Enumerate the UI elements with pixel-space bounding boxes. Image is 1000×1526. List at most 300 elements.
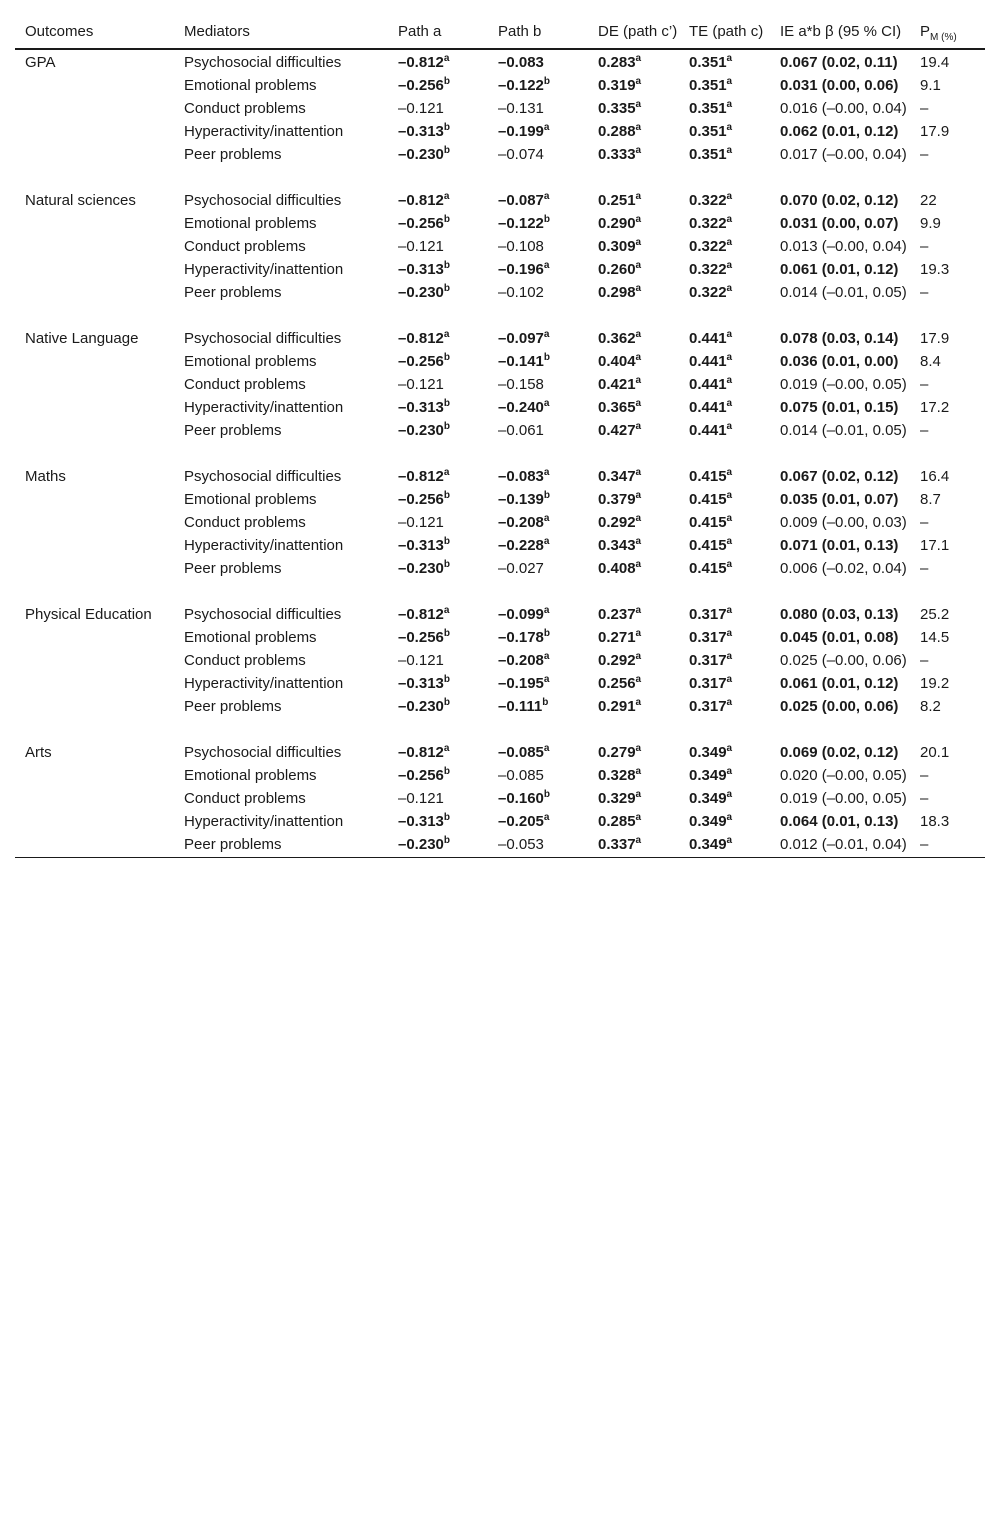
mediator-cell: Conduct problems bbox=[184, 652, 306, 669]
outcome-cell bbox=[15, 420, 174, 464]
path-b-cell bbox=[488, 765, 588, 788]
direct-effect-cell-value: 0.309 bbox=[598, 238, 636, 255]
outcome-cell: Arts bbox=[25, 744, 52, 761]
path-a-cell bbox=[388, 259, 488, 282]
path-a-cell-value: –0.256 bbox=[398, 353, 444, 370]
path-b-cell bbox=[488, 144, 588, 188]
path-b-cell-significance-marker: a bbox=[543, 674, 550, 685]
header-outcomes: Outcomes bbox=[25, 23, 94, 40]
direct-effect-cell bbox=[588, 121, 679, 144]
table-row bbox=[15, 602, 985, 627]
path-a-cell-value: –0.812 bbox=[398, 192, 444, 209]
total-effect-cell-significance-marker: a bbox=[726, 605, 733, 616]
mediator-cell: Emotional problems bbox=[184, 767, 317, 784]
indirect-effect-cell: 0.012 (–0.01, 0.04) bbox=[780, 836, 907, 853]
path-b-cell-value: –0.099 bbox=[498, 606, 544, 623]
total-effect-cell-significance-marker: a bbox=[726, 329, 733, 340]
path-a-cell-value: –0.121 bbox=[398, 514, 444, 531]
path-b-cell-significance-marker: b bbox=[543, 352, 550, 363]
table-row bbox=[15, 673, 985, 696]
direct-effect-cell bbox=[588, 75, 679, 98]
path-a-cell-significance-marker: b bbox=[443, 812, 450, 823]
path-a-cell-significance-marker: a bbox=[443, 605, 450, 616]
outcome-cell bbox=[15, 75, 174, 98]
table-row bbox=[15, 535, 985, 558]
total-effect-cell-value: 0.317 bbox=[689, 629, 727, 646]
outcome-cell: GPA bbox=[25, 54, 56, 71]
path-a-cell bbox=[388, 121, 488, 144]
indirect-effect-cell: 0.080 (0.03, 0.13) bbox=[780, 606, 899, 623]
indirect-effect-cell: 0.075 (0.01, 0.15) bbox=[780, 399, 899, 416]
header-mediators: Mediators bbox=[184, 23, 250, 40]
path-a-cell-significance-marker: b bbox=[443, 766, 450, 777]
table-header bbox=[15, 12, 985, 49]
total-effect-cell-value: 0.415 bbox=[689, 514, 727, 531]
direct-effect-cell-significance-marker: a bbox=[635, 421, 642, 432]
direct-effect-cell bbox=[588, 512, 679, 535]
direct-effect-cell bbox=[588, 788, 679, 811]
direct-effect-cell-value: 0.329 bbox=[598, 790, 636, 807]
outcome-cell bbox=[15, 397, 174, 420]
direct-effect-cell-significance-marker: a bbox=[635, 789, 642, 800]
path-b-cell bbox=[488, 788, 588, 811]
mediator-cell: Peer problems bbox=[184, 146, 282, 163]
path-b-cell-value: –0.195 bbox=[498, 675, 544, 692]
direct-effect-cell-significance-marker: a bbox=[635, 490, 642, 501]
path-a-cell bbox=[388, 512, 488, 535]
path-b-cell bbox=[488, 673, 588, 696]
path-a-cell bbox=[388, 144, 488, 188]
total-effect-cell-value: 0.441 bbox=[689, 422, 727, 439]
total-effect-cell-value: 0.351 bbox=[689, 54, 727, 71]
indirect-effect-cell: 0.071 (0.01, 0.13) bbox=[780, 537, 899, 554]
path-a-cell bbox=[388, 326, 488, 351]
path-b-cell-value: –0.061 bbox=[498, 422, 544, 439]
proportion-mediated-cell: – bbox=[920, 836, 929, 853]
path-a-cell-significance-marker: b bbox=[443, 398, 450, 409]
indirect-effect-cell: 0.016 (–0.00, 0.04) bbox=[780, 100, 907, 117]
direct-effect-cell-significance-marker: a bbox=[635, 812, 642, 823]
total-effect-cell-value: 0.415 bbox=[689, 491, 727, 508]
path-b-cell bbox=[488, 236, 588, 259]
path-b-cell-value: –0.108 bbox=[498, 238, 544, 255]
total-effect-cell-significance-marker: a bbox=[726, 352, 733, 363]
path-b-cell-significance-marker: a bbox=[543, 398, 550, 409]
total-effect-cell bbox=[679, 326, 770, 351]
total-effect-cell bbox=[679, 489, 770, 512]
path-a-cell-significance-marker: b bbox=[443, 283, 450, 294]
direct-effect-cell-value: 0.291 bbox=[598, 698, 636, 715]
total-effect-cell bbox=[679, 420, 770, 464]
path-b-cell-significance-marker: a bbox=[543, 122, 550, 133]
table-row bbox=[15, 464, 985, 489]
direct-effect-cell bbox=[588, 188, 679, 213]
path-b-cell-value: –0.228 bbox=[498, 537, 544, 554]
table-row bbox=[15, 326, 985, 351]
path-b-cell bbox=[488, 326, 588, 351]
total-effect-cell-value: 0.322 bbox=[689, 284, 727, 301]
total-effect-cell bbox=[679, 535, 770, 558]
path-a-cell-significance-marker: b bbox=[443, 260, 450, 271]
total-effect-cell-significance-marker: a bbox=[726, 398, 733, 409]
mediator-cell: Hyperactivity/inattention bbox=[184, 261, 344, 278]
direct-effect-cell-value: 0.260 bbox=[598, 261, 636, 278]
total-effect-cell bbox=[679, 282, 770, 326]
path-b-cell bbox=[488, 420, 588, 464]
header-row bbox=[15, 12, 985, 49]
proportion-mediated-cell: – bbox=[920, 284, 929, 301]
path-b-cell bbox=[488, 811, 588, 834]
total-effect-cell bbox=[679, 236, 770, 259]
mediator-cell: Emotional problems bbox=[184, 353, 317, 370]
path-a-cell-value: –0.313 bbox=[398, 537, 444, 554]
direct-effect-cell-value: 0.292 bbox=[598, 652, 636, 669]
outcome-cell bbox=[15, 558, 174, 602]
direct-effect-cell-significance-marker: a bbox=[635, 651, 642, 662]
path-b-cell bbox=[488, 489, 588, 512]
total-effect-cell bbox=[679, 397, 770, 420]
proportion-mediated-cell: 18.3 bbox=[920, 813, 950, 830]
table-row bbox=[15, 558, 985, 602]
indirect-effect-cell: 0.014 (–0.01, 0.05) bbox=[780, 284, 907, 301]
mediation-table bbox=[15, 12, 985, 858]
total-effect-cell-value: 0.349 bbox=[689, 767, 727, 784]
table-row bbox=[15, 144, 985, 188]
outcome-cell bbox=[15, 213, 174, 236]
indirect-effect-cell: 0.009 (–0.00, 0.03) bbox=[780, 514, 907, 531]
direct-effect-cell bbox=[588, 144, 679, 188]
header-pm-main: P bbox=[920, 23, 931, 40]
total-effect-cell-value: 0.441 bbox=[689, 330, 727, 347]
total-effect-cell-value: 0.349 bbox=[689, 813, 727, 830]
total-effect-cell-value: 0.351 bbox=[689, 123, 727, 140]
outcome-cell bbox=[15, 121, 174, 144]
outcome-cell: Natural sciences bbox=[25, 192, 136, 209]
total-effect-cell-value: 0.415 bbox=[689, 537, 727, 554]
proportion-mediated-cell: 9.9 bbox=[920, 215, 941, 232]
total-effect-cell-significance-marker: a bbox=[726, 559, 733, 570]
direct-effect-cell-significance-marker: a bbox=[635, 766, 642, 777]
direct-effect-cell-significance-marker: a bbox=[635, 352, 642, 363]
direct-effect-cell-significance-marker: a bbox=[635, 835, 642, 846]
path-b-cell bbox=[488, 75, 588, 98]
proportion-mediated-cell: 17.9 bbox=[920, 330, 950, 347]
direct-effect-cell-value: 0.333 bbox=[598, 146, 636, 163]
direct-effect-cell-significance-marker: a bbox=[635, 329, 642, 340]
total-effect-cell-value: 0.351 bbox=[689, 146, 727, 163]
total-effect-cell bbox=[679, 740, 770, 765]
total-effect-cell-value: 0.441 bbox=[689, 353, 727, 370]
header-pm-sub: M (%) bbox=[930, 32, 957, 43]
total-effect-cell-significance-marker: a bbox=[726, 283, 733, 294]
proportion-mediated-cell: 8.7 bbox=[920, 491, 941, 508]
proportion-mediated-cell: 17.9 bbox=[920, 123, 950, 140]
mediator-cell: Hyperactivity/inattention bbox=[184, 537, 344, 554]
path-b-cell-value: –0.087 bbox=[498, 192, 544, 209]
total-effect-cell-significance-marker: a bbox=[726, 513, 733, 524]
path-a-cell-significance-marker: b bbox=[443, 835, 450, 846]
mediator-cell: Hyperactivity/inattention bbox=[184, 123, 344, 140]
total-effect-cell bbox=[679, 188, 770, 213]
total-effect-cell-significance-marker: a bbox=[726, 260, 733, 271]
path-a-cell-value: –0.313 bbox=[398, 675, 444, 692]
path-a-cell-value: –0.313 bbox=[398, 261, 444, 278]
proportion-mediated-cell: 9.1 bbox=[920, 77, 941, 94]
path-a-cell bbox=[388, 650, 488, 673]
path-b-cell-significance-marker: a bbox=[543, 191, 550, 202]
table-row bbox=[15, 811, 985, 834]
path-a-cell bbox=[388, 351, 488, 374]
path-a-cell bbox=[388, 374, 488, 397]
total-effect-cell-significance-marker: a bbox=[726, 490, 733, 501]
mediator-cell: Psychosocial difficulties bbox=[184, 744, 342, 761]
total-effect-cell bbox=[679, 811, 770, 834]
outcome-cell: Physical Education bbox=[25, 606, 152, 623]
direct-effect-cell-significance-marker: a bbox=[635, 283, 642, 294]
total-effect-cell-significance-marker: a bbox=[726, 835, 733, 846]
direct-effect-cell-significance-marker: a bbox=[635, 99, 642, 110]
table-row bbox=[15, 489, 985, 512]
indirect-effect-cell: 0.061 (0.01, 0.12) bbox=[780, 261, 899, 278]
mediator-cell: Emotional problems bbox=[184, 215, 317, 232]
indirect-effect-cell: 0.014 (–0.01, 0.05) bbox=[780, 422, 907, 439]
mediator-cell: Emotional problems bbox=[184, 77, 317, 94]
outcome-cell bbox=[15, 627, 174, 650]
direct-effect-cell bbox=[588, 765, 679, 788]
table-row bbox=[15, 98, 985, 121]
direct-effect-cell-significance-marker: a bbox=[635, 628, 642, 639]
indirect-effect-cell: 0.020 (–0.00, 0.05) bbox=[780, 767, 907, 784]
total-effect-cell bbox=[679, 788, 770, 811]
outcome-cell: Maths bbox=[25, 468, 66, 485]
direct-effect-cell-significance-marker: a bbox=[635, 191, 642, 202]
direct-effect-cell bbox=[588, 834, 679, 858]
direct-effect-cell-significance-marker: a bbox=[635, 145, 642, 156]
direct-effect-cell bbox=[588, 49, 679, 75]
total-effect-cell bbox=[679, 144, 770, 188]
direct-effect-cell bbox=[588, 326, 679, 351]
direct-effect-cell-value: 0.256 bbox=[598, 675, 636, 692]
path-a-cell-value: –0.121 bbox=[398, 652, 444, 669]
total-effect-cell bbox=[679, 602, 770, 627]
indirect-effect-cell: 0.045 (0.01, 0.08) bbox=[780, 629, 899, 646]
path-b-cell-significance-marker: a bbox=[543, 743, 550, 754]
proportion-mediated-cell: – bbox=[920, 422, 929, 439]
table-row bbox=[15, 420, 985, 464]
outcome-cell bbox=[15, 535, 174, 558]
path-b-cell bbox=[488, 512, 588, 535]
path-a-cell-value: –0.230 bbox=[398, 146, 444, 163]
total-effect-cell bbox=[679, 49, 770, 75]
table-row bbox=[15, 512, 985, 535]
total-effect-cell-value: 0.322 bbox=[689, 215, 727, 232]
total-effect-cell-significance-marker: a bbox=[726, 237, 733, 248]
total-effect-cell-value: 0.415 bbox=[689, 468, 727, 485]
path-b-cell bbox=[488, 259, 588, 282]
header-path-a: Path a bbox=[398, 23, 442, 40]
direct-effect-cell-significance-marker: a bbox=[635, 536, 642, 547]
total-effect-cell-value: 0.441 bbox=[689, 399, 727, 416]
path-b-cell bbox=[488, 374, 588, 397]
direct-effect-cell-significance-marker: a bbox=[635, 122, 642, 133]
total-effect-cell bbox=[679, 558, 770, 602]
mediator-cell: Peer problems bbox=[184, 836, 282, 853]
path-b-cell-value: –0.205 bbox=[498, 813, 544, 830]
path-a-cell-value: –0.230 bbox=[398, 560, 444, 577]
path-a-cell-significance-marker: a bbox=[443, 53, 450, 64]
proportion-mediated-cell: 19.2 bbox=[920, 675, 950, 692]
path-b-cell-value: –0.102 bbox=[498, 284, 544, 301]
mediator-cell: Hyperactivity/inattention bbox=[184, 813, 344, 830]
path-b-cell-significance-marker: a bbox=[543, 651, 550, 662]
total-effect-cell-significance-marker: a bbox=[726, 651, 733, 662]
direct-effect-cell-value: 0.404 bbox=[598, 353, 636, 370]
total-effect-cell-value: 0.322 bbox=[689, 261, 727, 278]
path-a-cell-value: –0.230 bbox=[398, 698, 444, 715]
outcome-cell bbox=[15, 374, 174, 397]
total-effect-cell-value: 0.349 bbox=[689, 790, 727, 807]
indirect-effect-cell: 0.067 (0.02, 0.12) bbox=[780, 468, 899, 485]
direct-effect-cell bbox=[588, 811, 679, 834]
table-row bbox=[15, 213, 985, 236]
path-a-cell bbox=[388, 535, 488, 558]
proportion-mediated-cell: 19.3 bbox=[920, 261, 950, 278]
total-effect-cell bbox=[679, 121, 770, 144]
direct-effect-cell bbox=[588, 236, 679, 259]
proportion-mediated-cell: 22 bbox=[920, 192, 937, 209]
table-row bbox=[15, 236, 985, 259]
mediator-cell: Conduct problems bbox=[184, 790, 306, 807]
path-b-cell bbox=[488, 696, 588, 740]
path-a-cell-value: –0.812 bbox=[398, 54, 444, 71]
direct-effect-cell bbox=[588, 673, 679, 696]
path-b-cell-value: –0.199 bbox=[498, 123, 544, 140]
path-a-cell bbox=[388, 489, 488, 512]
path-a-cell bbox=[388, 765, 488, 788]
total-effect-cell bbox=[679, 765, 770, 788]
direct-effect-cell-significance-marker: a bbox=[635, 605, 642, 616]
direct-effect-cell bbox=[588, 213, 679, 236]
total-effect-cell-value: 0.317 bbox=[689, 675, 727, 692]
direct-effect-cell bbox=[588, 351, 679, 374]
indirect-effect-cell: 0.064 (0.01, 0.13) bbox=[780, 813, 899, 830]
path-b-cell-value: –0.160 bbox=[498, 790, 544, 807]
total-effect-cell-significance-marker: a bbox=[726, 766, 733, 777]
proportion-mediated-cell: – bbox=[920, 376, 929, 393]
total-effect-cell-significance-marker: a bbox=[726, 536, 733, 547]
total-effect-cell bbox=[679, 259, 770, 282]
table-body bbox=[15, 49, 985, 858]
table-row bbox=[15, 627, 985, 650]
outcome-cell bbox=[15, 259, 174, 282]
path-a-cell bbox=[388, 75, 488, 98]
total-effect-cell-significance-marker: a bbox=[726, 53, 733, 64]
mediator-cell: Conduct problems bbox=[184, 514, 306, 531]
path-a-cell-significance-marker: a bbox=[443, 467, 450, 478]
outcome-cell bbox=[15, 282, 174, 326]
total-effect-cell-significance-marker: a bbox=[726, 191, 733, 202]
mediator-cell: Emotional problems bbox=[184, 629, 317, 646]
indirect-effect-cell: 0.035 (0.01, 0.07) bbox=[780, 491, 899, 508]
direct-effect-cell-value: 0.379 bbox=[598, 491, 636, 508]
proportion-mediated-cell: – bbox=[920, 560, 929, 577]
path-b-cell bbox=[488, 351, 588, 374]
proportion-mediated-cell: 14.5 bbox=[920, 629, 950, 646]
indirect-effect-cell: 0.078 (0.03, 0.14) bbox=[780, 330, 899, 347]
proportion-mediated-cell: – bbox=[920, 146, 929, 163]
mediator-cell: Peer problems bbox=[184, 422, 282, 439]
path-b-cell-value: –0.141 bbox=[498, 353, 544, 370]
table-row bbox=[15, 696, 985, 740]
path-b-cell-significance-marker: a bbox=[543, 605, 550, 616]
direct-effect-cell-value: 0.283 bbox=[598, 54, 636, 71]
proportion-mediated-cell: – bbox=[920, 100, 929, 117]
path-a-cell-value: –0.313 bbox=[398, 813, 444, 830]
total-effect-cell-significance-marker: a bbox=[726, 467, 733, 478]
mediator-cell: Peer problems bbox=[184, 560, 282, 577]
direct-effect-cell-value: 0.421 bbox=[598, 376, 636, 393]
path-b-cell bbox=[488, 650, 588, 673]
path-a-cell-value: –0.313 bbox=[398, 399, 444, 416]
total-effect-cell bbox=[679, 98, 770, 121]
total-effect-cell bbox=[679, 650, 770, 673]
path-b-cell bbox=[488, 397, 588, 420]
direct-effect-cell-value: 0.362 bbox=[598, 330, 636, 347]
proportion-mediated-cell: – bbox=[920, 238, 929, 255]
path-a-cell-value: –0.230 bbox=[398, 422, 444, 439]
path-a-cell-significance-marker: b bbox=[443, 697, 450, 708]
header-direct-effect: DE (path c’) bbox=[598, 23, 678, 40]
mediator-cell: Psychosocial difficulties bbox=[184, 606, 342, 623]
path-b-cell-significance-marker: a bbox=[543, 513, 550, 524]
outcome-cell bbox=[15, 696, 174, 740]
table-row bbox=[15, 740, 985, 765]
proportion-mediated-cell: 25.2 bbox=[920, 606, 950, 623]
indirect-effect-cell: 0.070 (0.02, 0.12) bbox=[780, 192, 899, 209]
path-b-cell bbox=[488, 282, 588, 326]
indirect-effect-cell: 0.036 (0.01, 0.00) bbox=[780, 353, 899, 370]
indirect-effect-cell: 0.025 (0.00, 0.06) bbox=[780, 698, 899, 715]
direct-effect-cell-value: 0.290 bbox=[598, 215, 636, 232]
outcome-cell bbox=[15, 512, 174, 535]
path-b-cell-significance-marker: b bbox=[543, 214, 550, 225]
path-a-cell-significance-marker: b bbox=[443, 674, 450, 685]
path-a-cell-value: –0.256 bbox=[398, 77, 444, 94]
direct-effect-cell-value: 0.292 bbox=[598, 514, 636, 531]
total-effect-cell bbox=[679, 696, 770, 740]
direct-effect-cell-value: 0.343 bbox=[598, 537, 636, 554]
path-a-cell-value: –0.121 bbox=[398, 238, 444, 255]
table-row bbox=[15, 259, 985, 282]
path-b-cell-significance-marker: a bbox=[543, 467, 550, 478]
path-a-cell bbox=[388, 464, 488, 489]
path-b-cell-significance-marker: b bbox=[542, 697, 549, 708]
total-effect-cell-significance-marker: a bbox=[726, 697, 733, 708]
path-a-cell-significance-marker: b bbox=[443, 490, 450, 501]
outcome-cell bbox=[15, 650, 174, 673]
path-b-cell bbox=[488, 535, 588, 558]
total-effect-cell-significance-marker: a bbox=[726, 628, 733, 639]
direct-effect-cell bbox=[588, 259, 679, 282]
outcome-cell bbox=[15, 811, 174, 834]
path-a-cell bbox=[388, 188, 488, 213]
path-a-cell bbox=[388, 740, 488, 765]
header-path-b: Path b bbox=[498, 23, 542, 40]
path-b-cell bbox=[488, 602, 588, 627]
direct-effect-cell-significance-marker: a bbox=[635, 743, 642, 754]
path-a-cell-value: –0.121 bbox=[398, 376, 444, 393]
path-a-cell-value: –0.230 bbox=[398, 836, 444, 853]
